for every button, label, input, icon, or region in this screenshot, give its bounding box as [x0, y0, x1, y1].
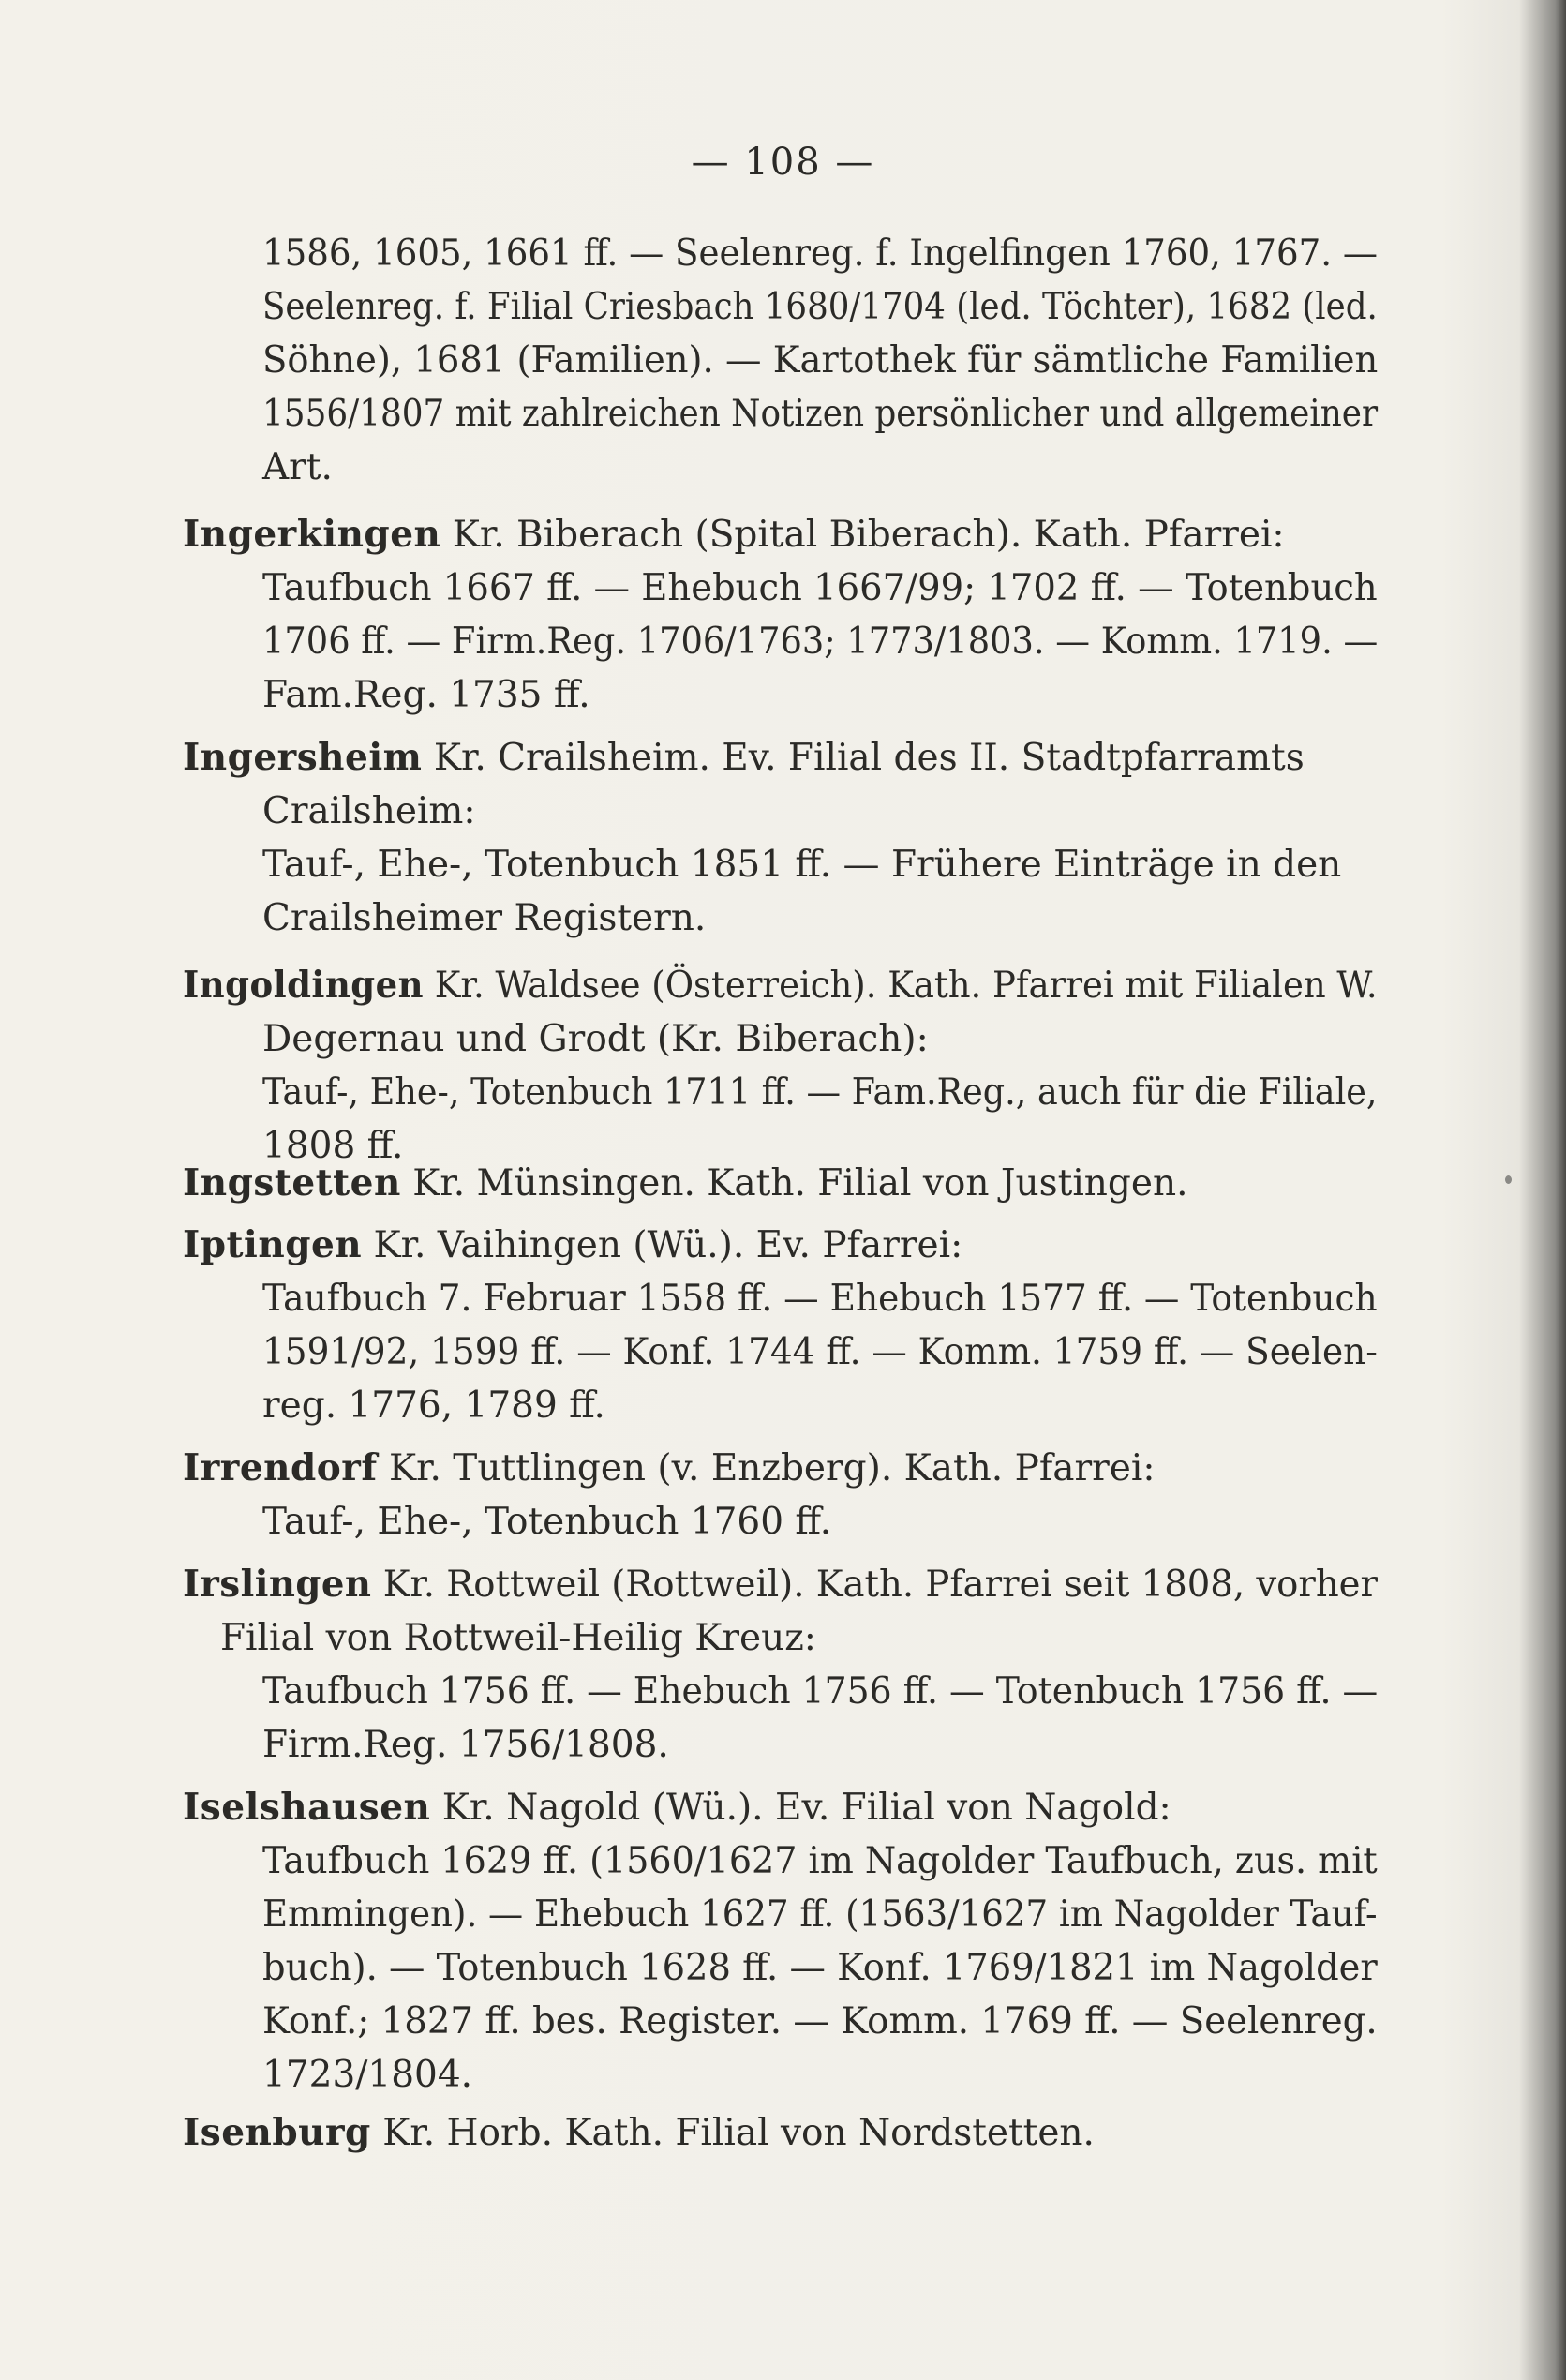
- entry-text: Tauf-, Ehe-, Totenbuch 1760 ff.: [262, 1501, 832, 1543]
- entry-text: Emmingen). — Ehebuch 1627 ff. (1563/1627 im Nagolder Tauf-: [262, 1894, 1378, 1936]
- entry-text: 1706 ff. — Firm.Reg. 1706/1763; 1773/1803. — Komm. 1719. —: [262, 621, 1379, 663]
- paper-speck: [1505, 1175, 1512, 1184]
- text-line: [262, 671, 590, 718]
- entry-text: Kr. Horb. Kath. Filial von Nordstetten.: [370, 2112, 1095, 2154]
- text-line: [220, 1614, 816, 1661]
- text-line: [262, 337, 1378, 383]
- entry-heading: Ingerkingen: [183, 513, 441, 556]
- entry-text: Kr. Crailsheim. Ev. Filial des II. Stadtpfarramts: [422, 737, 1305, 779]
- entry-text: Kr. Vaihingen (Wü.). Ev. Pfarrei:: [362, 1224, 963, 1266]
- text-line: [262, 564, 1378, 611]
- entry-text: 1808 ff.: [262, 1125, 404, 1167]
- text-line: [183, 1561, 1378, 1608]
- entry-text: Kr. Biberach (Spital Biberach). Kath. Pfarrei:: [440, 514, 1285, 556]
- text-line: [183, 962, 1378, 1009]
- entry-heading: Irrendorf: [183, 1446, 378, 1489]
- entry-heading: Isenburg: [183, 2111, 371, 2154]
- entry-text: reg. 1776, 1789 ff.: [262, 1385, 605, 1427]
- text-line: [262, 1837, 1378, 1884]
- entry-text: Kr. Nagold (Wü.). Ev. Filial von Nagold:: [430, 1787, 1171, 1829]
- text-line: [262, 1721, 669, 1768]
- text-line: [183, 1160, 1187, 1206]
- text-line: [262, 1069, 1378, 1115]
- text-line: [262, 230, 1378, 277]
- entry-text: Taufbuch 1667 ff. — Ehebuch 1667/99; 1702 ff. — Totenbuch: [262, 567, 1378, 609]
- page-number: — 108 —: [691, 141, 875, 184]
- entry-text: Crailsheimer Registern.: [262, 897, 707, 939]
- text-line: [183, 1444, 1156, 1491]
- entry-text: Seelenreg. f. Filial Criesbach 1680/1704 (led. Töchter), 1682 (led.: [262, 286, 1378, 328]
- entry-heading: Irslingen: [183, 1563, 372, 1606]
- text-line: [262, 1668, 1378, 1714]
- entry-text: buch). — Totenbuch 1628 ff. — Konf. 1769/1821 im Nagolder: [262, 1947, 1378, 1989]
- text-line: [183, 2109, 1095, 2156]
- text-line: [262, 787, 476, 834]
- entry-text: Taufbuch 1756 ff. — Ehebuch 1756 ff. — Totenbuch 1756 ff. —: [262, 1670, 1379, 1713]
- entry-text: Kr. Waldsee (Österreich). Kath. Pfarrei mit Filialen W.: [423, 965, 1378, 1007]
- entry-text: 1586, 1605, 1661 ff. — Seelenreg. f. Ingelfingen 1760, 1767. —: [262, 232, 1378, 275]
- text-line: [262, 1382, 605, 1429]
- entry-text: 1591/92, 1599 ff. — Konf. 1744 ff. — Komm. 1759 ff. — Seelen-: [262, 1331, 1378, 1373]
- text-line: [183, 1221, 962, 1268]
- entry-text: Tauf-, Ehe-, Totenbuch 1711 ff. — Fam.Reg., auch für die Filiale,: [262, 1071, 1378, 1114]
- entry-text: 1556/1807 mit zahlreichen Notizen persönlicher und allgemeiner: [262, 393, 1379, 435]
- text-line: [262, 1498, 831, 1545]
- text-line: [262, 283, 1378, 330]
- text-line: [262, 1891, 1378, 1938]
- text-line: [183, 1784, 1171, 1831]
- text-line: [262, 443, 333, 490]
- entry-text: Firm.Reg. 1756/1808.: [262, 1724, 669, 1766]
- text-line: [262, 1328, 1378, 1375]
- entry-text: Fam.Reg. 1735 ff.: [262, 674, 590, 716]
- text-line: [262, 618, 1378, 665]
- entry-heading: Ingersheim: [183, 736, 423, 779]
- entry-text: Degernau und Grodt (Kr. Biberach):: [262, 1018, 929, 1060]
- text-line: [183, 511, 1285, 558]
- text-line: [183, 734, 1305, 781]
- entry-text: Kr. Münsingen. Kath. Filial von Justingen.: [400, 1162, 1188, 1205]
- entry-text: Kr. Rottweil (Rottweil). Kath. Pfarrei seit 1808, vorher: [371, 1564, 1378, 1606]
- entry-text: Konf.; 1827 ff. bes. Register. — Komm. 1769 ff. — Seelenreg.: [262, 2000, 1378, 2043]
- text-line: [262, 1015, 929, 1062]
- entry-text: Kr. Tuttlingen (v. Enzberg). Kath. Pfarrei:: [377, 1447, 1156, 1489]
- entry-text: Taufbuch 1629 ff. (1560/1627 im Nagolder Taufbuch, zus. mit: [262, 1840, 1378, 1882]
- entry-text: 1723/1804.: [262, 2054, 473, 2096]
- text-line: [262, 894, 706, 941]
- text-line: [262, 841, 1341, 888]
- text-line: [262, 1944, 1378, 1991]
- text-line: [262, 390, 1378, 437]
- text-line: [262, 1275, 1378, 1322]
- entry-heading: Ingstetten: [183, 1161, 401, 1205]
- entry-text: Art.: [262, 446, 333, 488]
- entry-text: Söhne), 1681 (Familien). — Kartothek für sämtliche Familien: [262, 339, 1379, 382]
- text-line: [262, 2051, 472, 2098]
- entry-heading: Iptingen: [183, 1223, 363, 1266]
- entry-text: Filial von Rottweil-Heilig Kreuz:: [220, 1617, 816, 1659]
- entry-text: Crailsheim:: [262, 790, 476, 832]
- entry-text: Taufbuch 7. Februar 1558 ff. — Ehebuch 1577 ff. — Totenbuch: [262, 1278, 1378, 1320]
- entry-heading: Iselshausen: [183, 1786, 431, 1829]
- entry-text: Tauf-, Ehe-, Totenbuch 1851 ff. — Frühere Einträge in den: [262, 844, 1342, 886]
- entry-heading: Ingoldingen: [183, 964, 424, 1007]
- text-line: [262, 1998, 1378, 2044]
